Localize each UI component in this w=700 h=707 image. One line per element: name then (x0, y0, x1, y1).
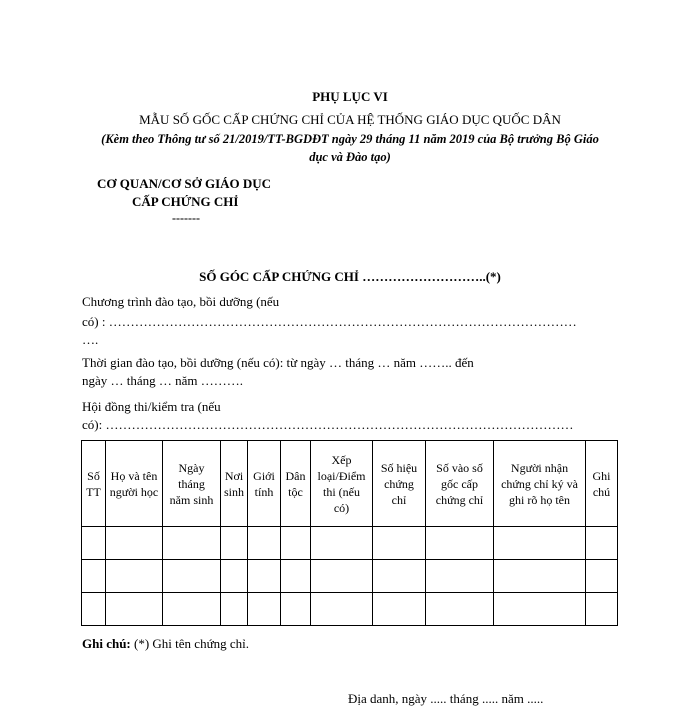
table-cell (373, 593, 426, 626)
header-cell-stt: Số TT (82, 441, 106, 527)
table-cell (106, 527, 163, 560)
table-cell (248, 527, 281, 560)
table-cell (311, 593, 373, 626)
table-cell (163, 560, 221, 593)
table-cell (221, 593, 248, 626)
agency-line-2: CẤP CHỨNG CHỈ (132, 194, 239, 209)
table-cell (281, 560, 311, 593)
table-cell (163, 527, 221, 560)
header-cell-gender: Giới tính (248, 441, 281, 527)
table-row (82, 593, 618, 626)
note-label: Ghi chú: (82, 636, 131, 651)
subtitle-line-2: dục và Đào tạo) (309, 150, 391, 164)
header-cell-date-of-birth: Ngày tháng năm sinh (163, 441, 221, 527)
header-cell-ethnicity: Dân tộc (281, 441, 311, 527)
council-field-line-1: Hội đồng thi/kiểm tra (nếu (82, 399, 221, 414)
table-cell (248, 560, 281, 593)
table-cell (586, 560, 618, 593)
header-cell-notes: Ghi chú (586, 441, 618, 527)
table-row (82, 560, 618, 593)
council-field-line-2: có): ……………………………………………………………………………………………… (82, 417, 574, 432)
table-cell (311, 527, 373, 560)
table-cell (426, 560, 494, 593)
header-cell-grade-score: Xếp loại/Điểm thi (nếu có) (311, 441, 373, 527)
table-cell (248, 593, 281, 626)
table-cell (221, 560, 248, 593)
header-cell-full-name: Họ và tên người học (106, 441, 163, 527)
document-title: MẪU SỐ GỐC CẤP CHỨNG CHỈ CỦA HỆ THỐNG GIÁO DỤC QUỐC DÂN (139, 112, 561, 127)
table-cell (82, 560, 106, 593)
table-cell (494, 593, 586, 626)
table-cell (281, 593, 311, 626)
subtitle-line-1: (Kèm theo Thông tư số 21/2019/TT-BGDĐT ngày 29 tháng 11 năm 2019 của Bộ trưởng Bộ Giáo (101, 132, 599, 146)
table-cell (82, 593, 106, 626)
program-field-line-3: …. (82, 332, 99, 347)
footer-place-date: Địa danh, ngày ..... tháng ..... năm ..... (348, 691, 544, 706)
table-cell (106, 593, 163, 626)
period-field-line-1: Thời gian đào tạo, bồi dưỡng (nếu có): từ ngày … tháng … năm …….. đến (82, 355, 474, 370)
header-cell-certificate-number: Số hiệu chứng chỉ (373, 441, 426, 527)
note-line (82, 636, 249, 652)
table-cell (586, 593, 618, 626)
table-cell (106, 560, 163, 593)
header-cell-register-number: Số vào số gốc cấp chứng chỉ (426, 441, 494, 527)
table-cell (82, 527, 106, 560)
period-field-line-2: ngày … tháng … năm ………. (82, 373, 244, 388)
table-cell (163, 593, 221, 626)
note-text: (*) Ghi tên chứng chỉ. (130, 636, 250, 651)
table-cell (281, 527, 311, 560)
table-cell (494, 527, 586, 560)
table-cell (373, 560, 426, 593)
agency-divider: ------- (172, 211, 200, 225)
agency-line-1: CƠ QUAN/CƠ SỞ GIÁO DỤC (97, 176, 272, 191)
table-cell (221, 527, 248, 560)
appendix-heading: PHỤ LỤC VI (312, 89, 388, 104)
program-field-line-2: có) : ……………………………………………………………………………………………… (82, 314, 577, 329)
header-cell-recipient-signature: Người nhận chứng chỉ ký và ghi rõ họ tên (494, 441, 586, 527)
table-row (82, 527, 618, 560)
table-cell (373, 527, 426, 560)
table-cell (494, 560, 586, 593)
table-header-row (82, 441, 618, 527)
table-cell (426, 593, 494, 626)
register-title: SỐ GÓC CẤP CHỨNG CHỈ ………………………..(*) (199, 269, 501, 284)
certificate-ledger-table (81, 440, 618, 626)
program-field-line-1: Chương trình đào tạo, bồi dưỡng (nếu (82, 294, 280, 309)
table-cell (311, 560, 373, 593)
table-cell (586, 527, 618, 560)
header-cell-place-of-birth: Nơi sinh (221, 441, 248, 527)
table-cell (426, 527, 494, 560)
